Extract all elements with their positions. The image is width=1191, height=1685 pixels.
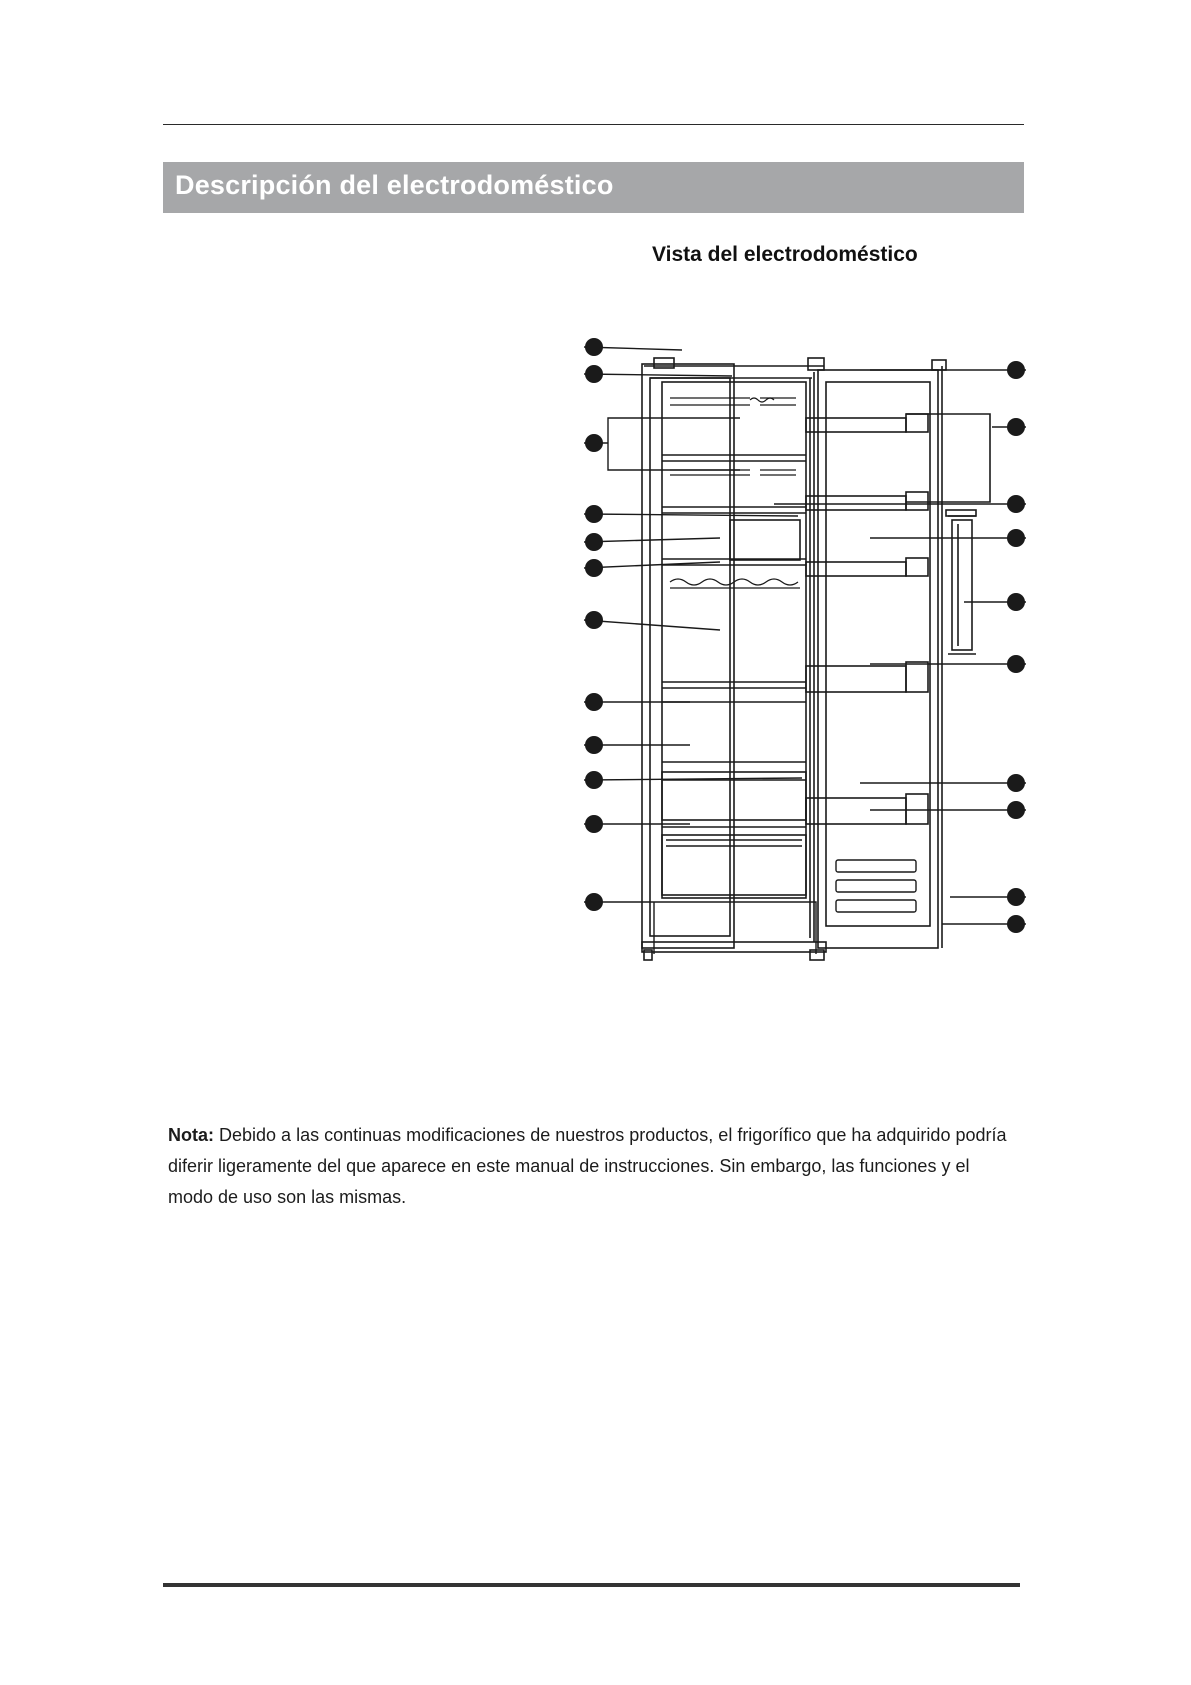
figure-heading: Vista del electrodoméstico (652, 243, 918, 266)
top-rule (163, 124, 1024, 125)
section-title: Descripción del electrodoméstico (175, 170, 614, 200)
note-text: Debido a las continuas modificaciones de nuestros productos, el frigorífico que ha adquirido podría diferir ligeramente del que aparece en este manual de instrucciones. Sin embargo, las funciones y el modo de uso son las mismas. (168, 1125, 1007, 1207)
note-paragraph (168, 1120, 1018, 1213)
cabinet-outline (642, 364, 734, 948)
note-label: Nota: (168, 1125, 214, 1145)
section-banner (163, 162, 1024, 213)
callout-markers (585, 338, 1025, 933)
door-inner-panel (826, 382, 930, 926)
door-handle (952, 520, 972, 650)
door-balconies (806, 414, 928, 824)
refrigerator-diagram (570, 330, 1040, 980)
dairy-box (730, 520, 800, 560)
bottom-rule (163, 1583, 1020, 1587)
door-bottom-racks (836, 860, 916, 912)
